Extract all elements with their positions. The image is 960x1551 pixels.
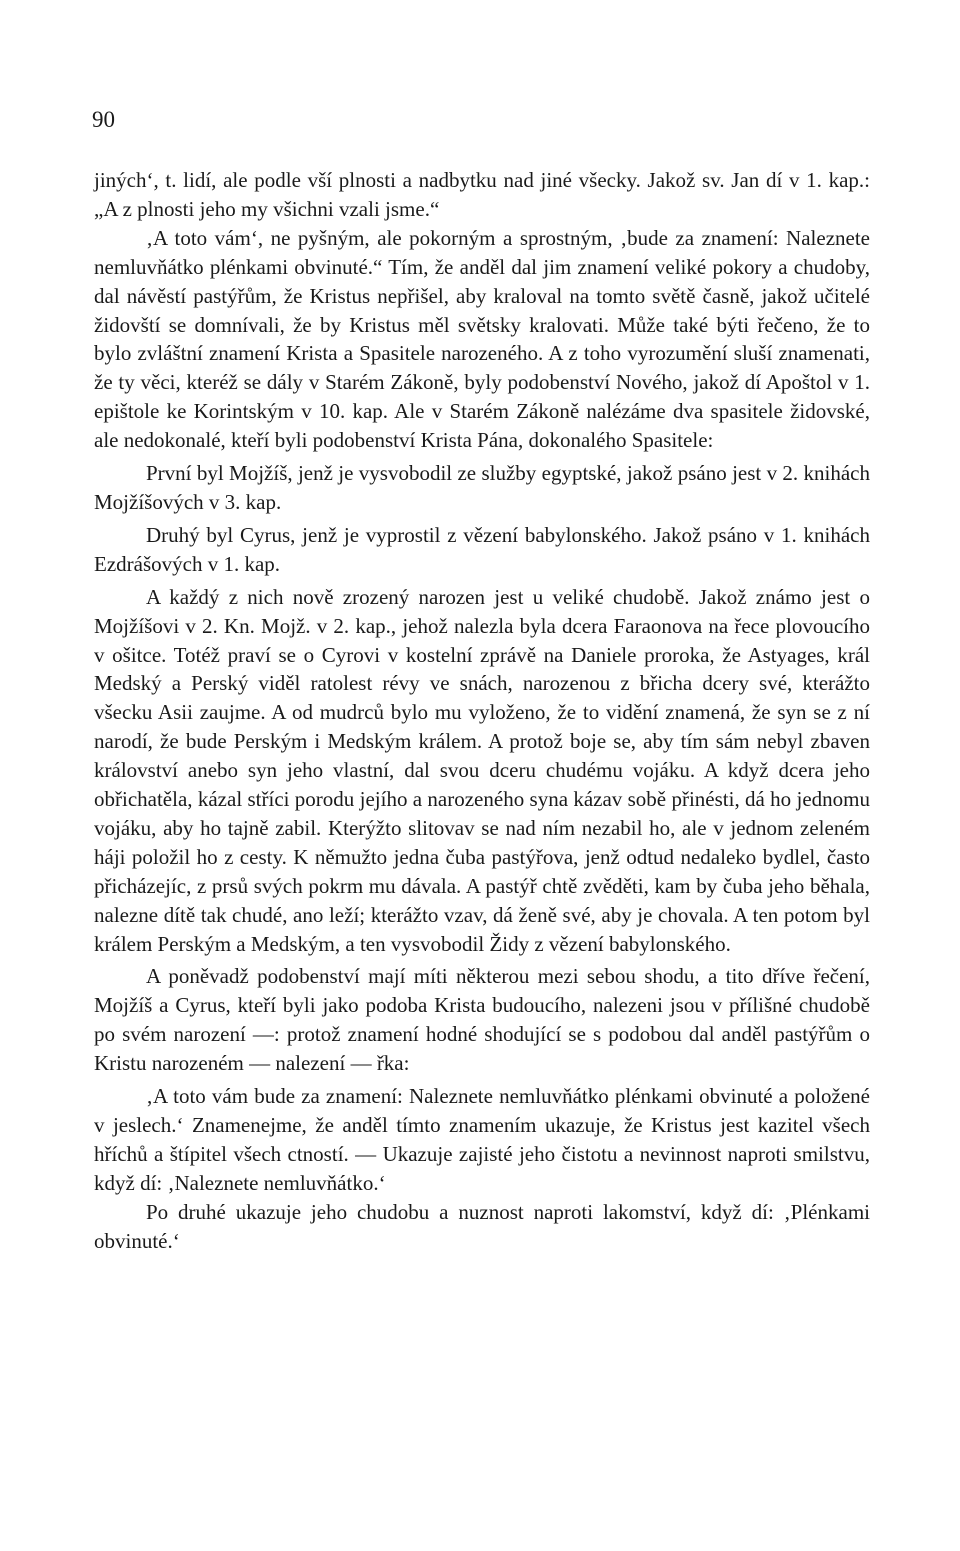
paragraph: Druhý byl Cyrus, jenž je vyprostil z vězení babylonského. Jakož psáno v 1. knihách Ezdrášových v 1. kap. bbox=[94, 522, 870, 576]
paragraph: ‚A toto vám‘, ne pyšným, ale pokorným a sprostným, ‚bude za znamení: Naleznete nemluvňátko plénkami obvinuté.“ Tím, že anděl dal jim znamení veliké pokory a chudoby, dal návěstí pastýřům, že Kristus nepřišel, aby kraloval na tomto světě časně, jakož učitelé židovští se domnívali, že by Kristus měl světsky kralovati. Může také býti řečeno, že to bylo zvláštní znamení Krista a Spasitele narozeného. A z toho vyrozumění sluší znamenati, že ty věci, kteréž se dály v Starém Zákoně, byly podobenství Nového, jakož dí Apoštol v 1. epištole ke Korintským v 10. kap. Ale v Starém Zákoně nalézáme dva spasitele židovské, ale nedokonalé, kteří byli podobenství Krista Pána, dokonalého Spasitele: bbox=[94, 225, 870, 453]
paragraph: První byl Mojžíš, jenž je vysvobodil ze služby egyptské, jakož psáno jest v 2. knihách Mojžíšových v 3. kap. bbox=[94, 461, 870, 514]
body-text bbox=[94, 166, 870, 1256]
paragraph: A poněvadž podobenství mají míti některou mezi sebou shodu, a tito dříve řečení, Mojžíš a Cyrus, kteří byli jako podoba Krista budoucího, nalezeni jsou v přílišné chudobě po svém narození —: protož znamení hodné shodující se s podobou dal anděl pastýřům o Kristu narozeném — nalezení — řka: bbox=[94, 964, 870, 1076]
paragraph: A každý z nich nově zrozený narozen jest u veliké chudobě. Jakož známo jest o Mojžíšovi v 2. Kn. Mojž. v 2. kap., jehož nalezla byla dcera Faraonova na řece plovoucího v ošitce. Totéž praví se o Cyrovi v kostelní zprávě na Daniele proroka, že Astyages, král Medský a Perský viděl ratolest révy ve snách, narozenou z břicha dcery své, kterážto všecku Asii zaujme. A od mudrců bylo mu vyloženo, že to vidění znamená, že syn se z ní narodí, že bude Perským i Medským králem. A protož boje se, aby tím sám nebyl zbaven království anebo syn jeho vlastní, dal svou dceru chudému vojáku. A když dcera jeho obřichatěla, kázal stříci porodu jejího a narozeného syna kázav sobě přinésti, dá ho jednomu vojáku, aby ho tajně zabil. Kterýžto slitovav se nad ním nezabil ho, ale v jednom zeleném háji položil ho z cesty. K němužto jedna čuba pastýřova, jenž odtud nedaleko bydlel, často přicházejíc, z prsů svých pokrm mu dávala. A pastýř chtě zvěděti, kam by čuba jeho běhala, nalezne dítě tak chudé, ano leží; kterážto vzav, dá ženě své, aby je chovala. A ten potom byl králem Perským a Medským, a ten vysvobodil Židy z vězení babylonského. bbox=[94, 584, 870, 956]
paragraph: Po druhé ukazuje jeho chudobu a nuznost naproti lakomství, když dí: ‚Plénkami obvinuté.‘ bbox=[94, 1199, 870, 1253]
page-number: 90 bbox=[92, 107, 115, 132]
paragraph: ‚A toto vám bude za znamení: Naleznete nemluvňátko plénkami obvinuté a položené v jeslech.‘ Znamenejme, že anděl tímto znamením ukazuje, že Kristus jest kazitel všech hříchů a štípitel všech ctností. — Ukazuje zajisté jeho čistotu a nevinnost naproti smilstvu, když dí: ‚Naleznete nemluvňátko.‘ bbox=[94, 1084, 870, 1195]
paragraph: jiných‘, t. lidí, ale podle vší plnosti a nadbytku nad jiné všecky. Jakož sv. Jan dí v 1. kap.: „A z plnosti jeho my všichni vzali jsme.“ bbox=[94, 168, 870, 221]
